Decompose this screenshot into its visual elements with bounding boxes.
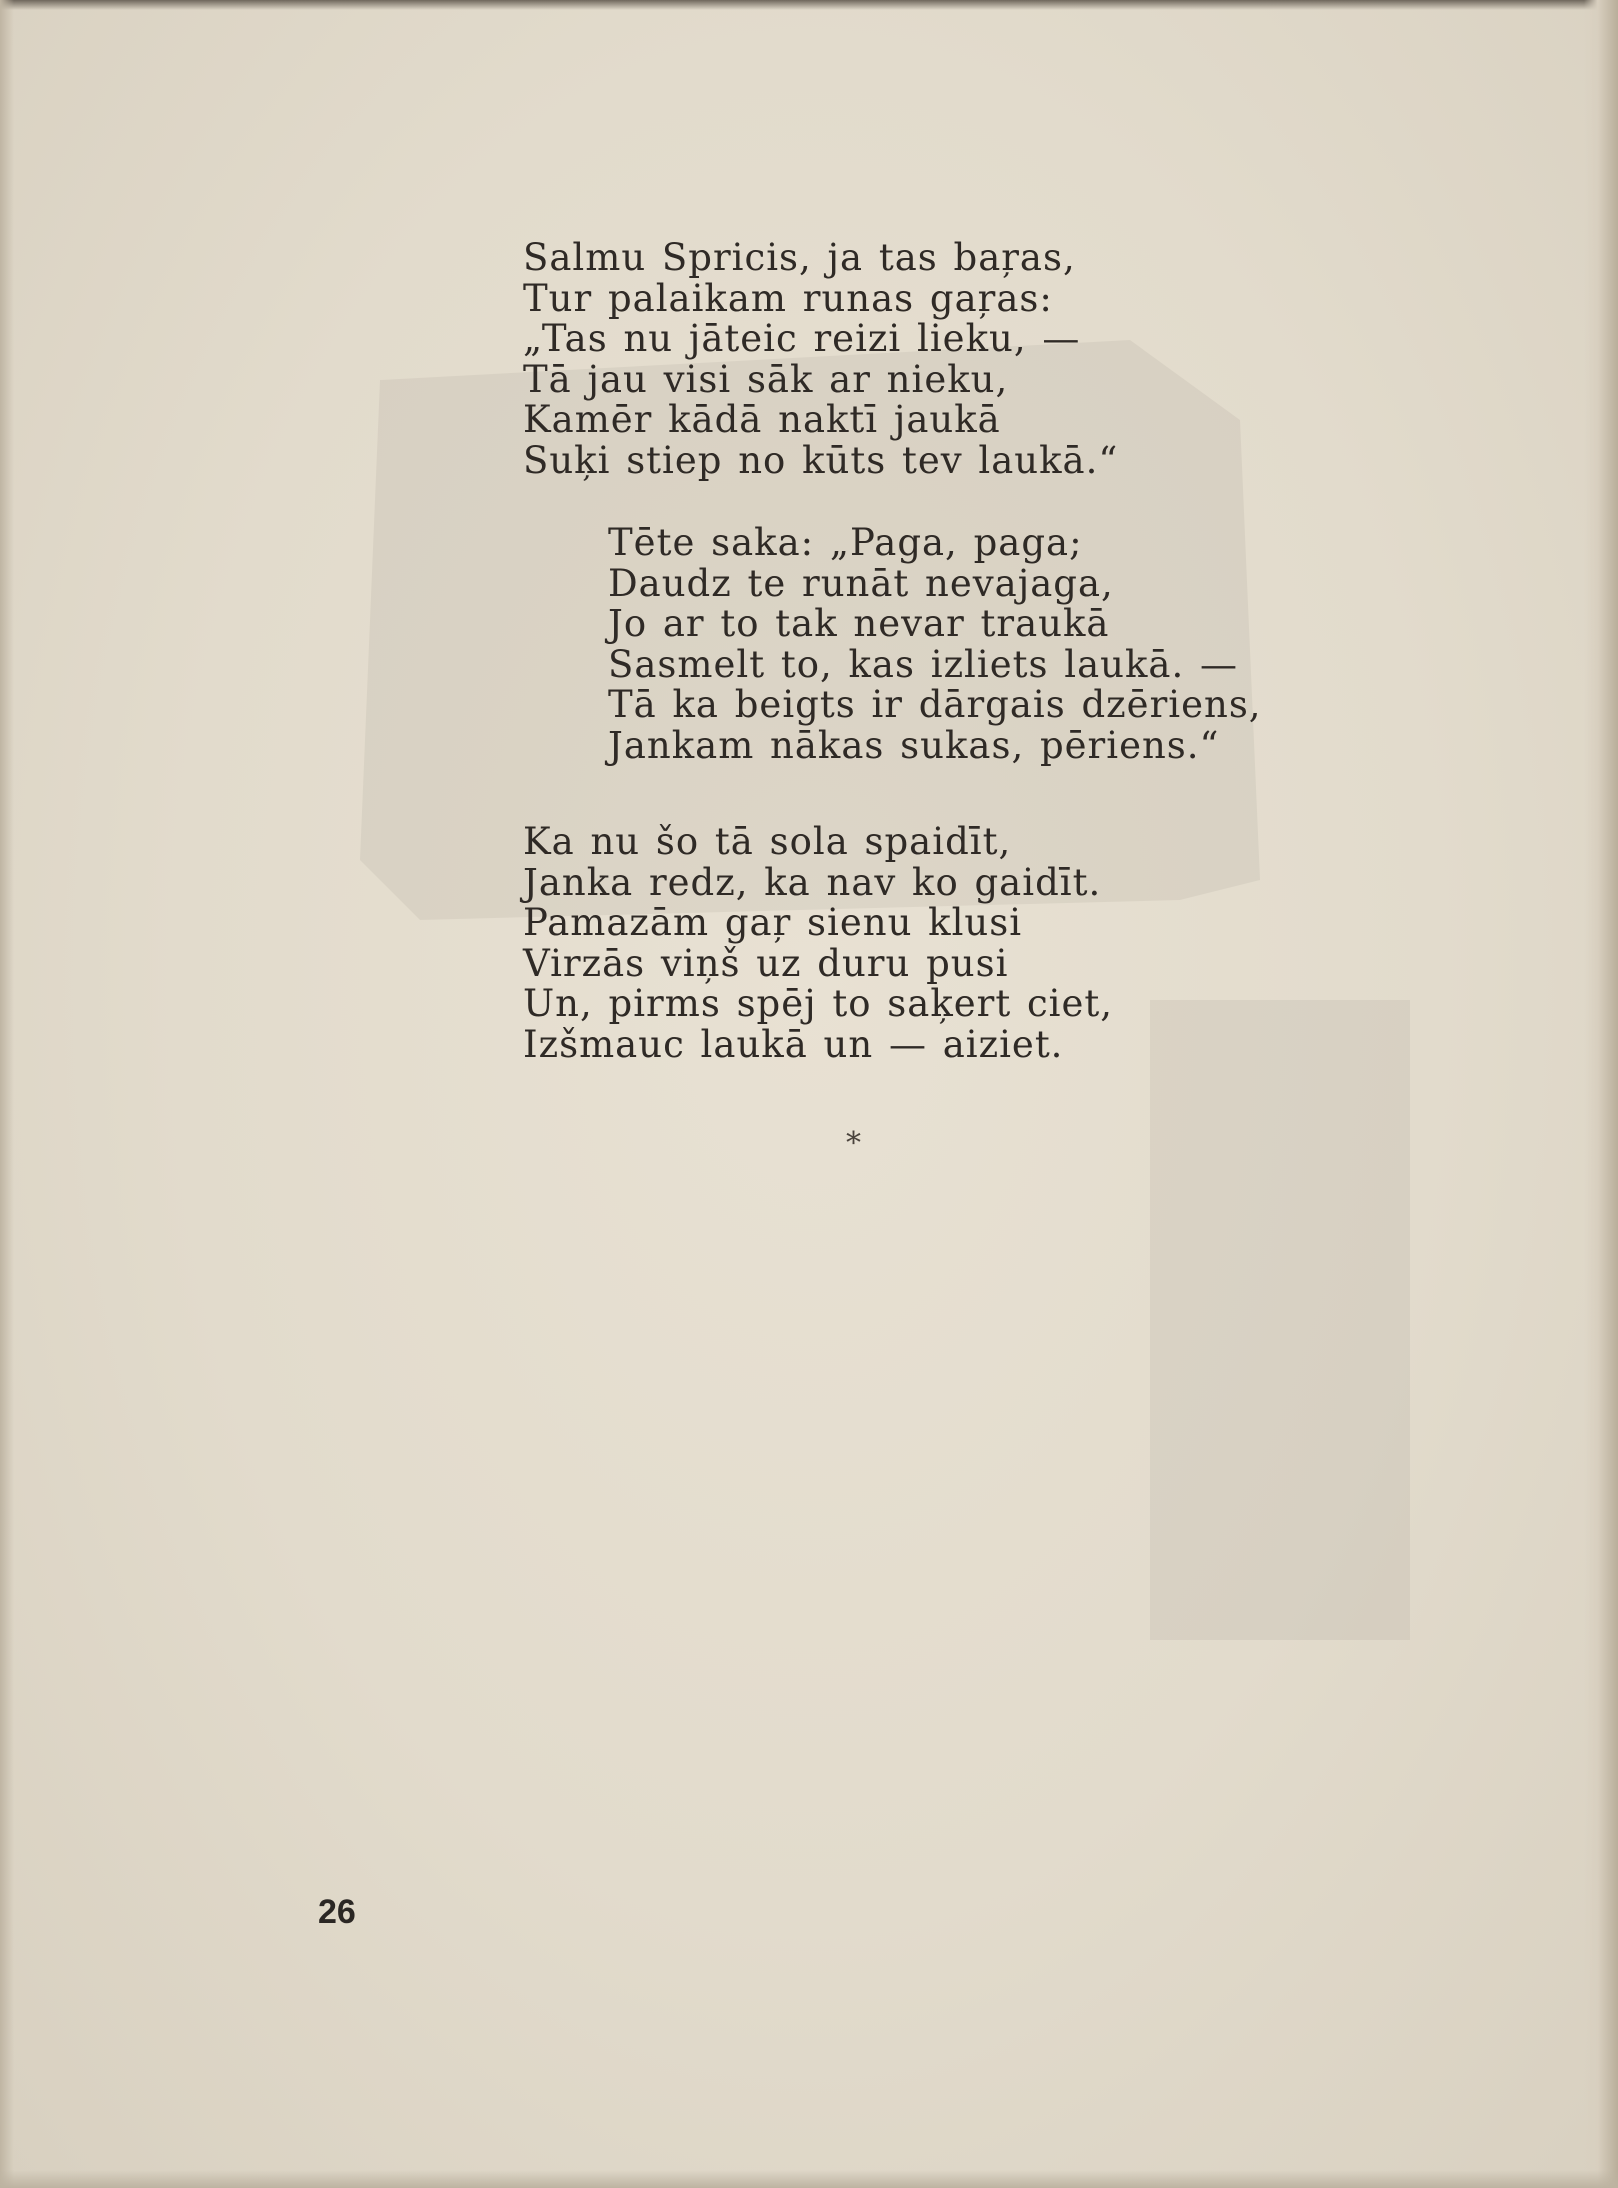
verse-line: Tā ka beigts ir dārgais dzēriens,: [608, 683, 1262, 726]
verse-line: Tā jau visi sāk ar nieku,: [523, 357, 1009, 401]
verse-line: Pamazām gaŗ sienu klusi: [523, 901, 1023, 944]
stanza-1: [523, 238, 1118, 481]
verse-line: Kamēr kādā naktī jaukā: [523, 398, 1001, 441]
verse-line: Tēte saka: „Paga, paga;: [608, 521, 1083, 564]
verse-line: Jankam nākas sukas, pēriens.“: [608, 723, 1220, 767]
verse-line: Tur palaikam runas gaŗas:: [523, 276, 1053, 320]
verse-line: Janka redz, ka nav ko gaidīt.: [523, 860, 1102, 904]
verse-line: Sasmelt to, kas izliets laukā. —: [608, 642, 1238, 686]
stanza-3: [523, 822, 1113, 1065]
verse-line: Jo ar to tak nevar traukā: [608, 602, 1110, 645]
verse-line: Virzās viņš uz duru pusi: [523, 941, 1009, 985]
stanza-2: [608, 523, 1262, 766]
verse-line: Ka nu šo tā sola spaidīt,: [523, 820, 1012, 863]
verse-line: Daudz te runāt nevajaga,: [608, 561, 1114, 605]
verse-line: Suķi stiep no kūts tev laukā.“: [523, 438, 1119, 482]
section-separator: *: [846, 1126, 861, 1161]
verse-line: Izšmauc laukā un — aiziet.: [523, 1022, 1064, 1066]
verse-line: Un, pirms spēj to saķert ciet,: [523, 982, 1114, 1025]
verse-line: „Tas nu jāteic reizi lieku, —: [523, 317, 1081, 360]
verse-line: Salmu Spricis, ja tas baŗas,: [523, 236, 1076, 279]
page-number: 26: [318, 1893, 356, 1931]
